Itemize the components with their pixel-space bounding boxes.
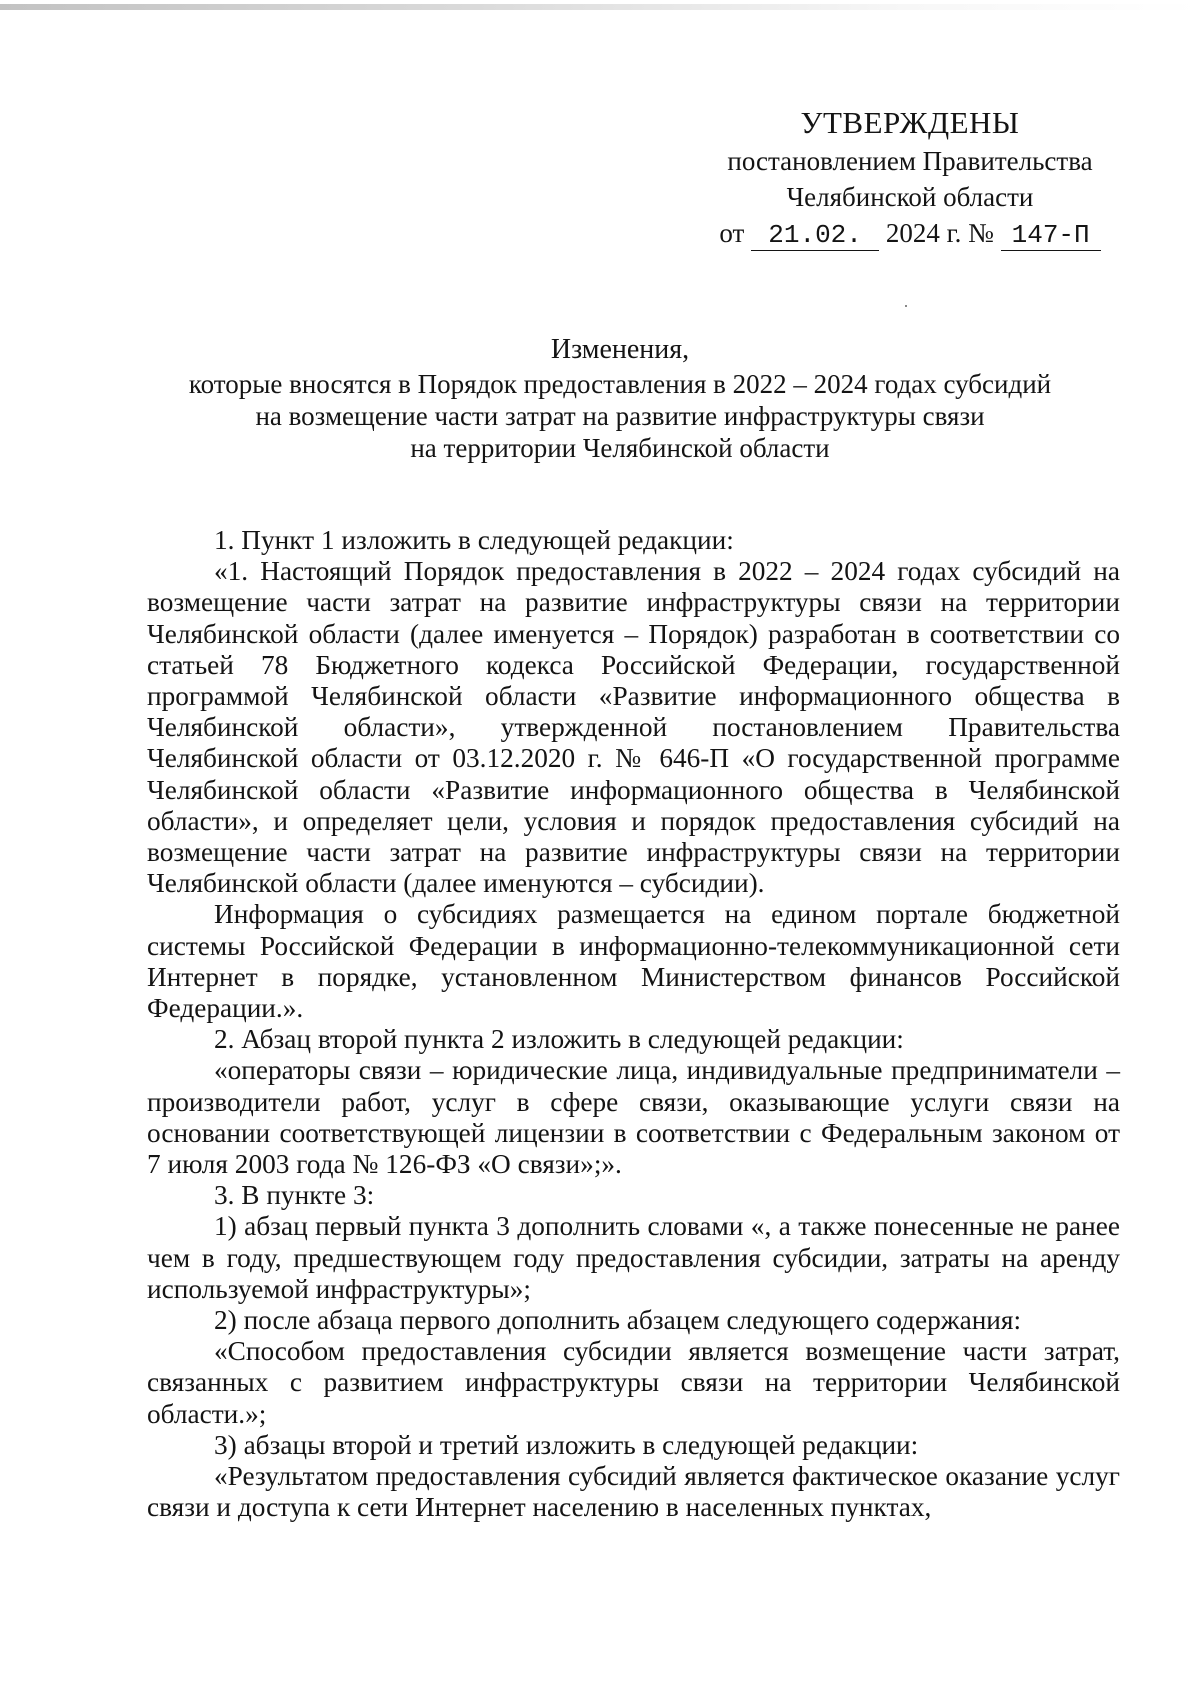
date-stamp: 21.02. xyxy=(751,220,879,251)
paragraph: «Результатом предоставления субсидий является фактическое оказание услуг связи и доступа к сети Интернет населению в населенных пунктах, xyxy=(147,1461,1120,1523)
paragraph: 1. Пункт 1 изложить в следующей редакции: xyxy=(214,525,734,555)
paragraph: 2. Абзац второй пункта 2 изложить в следующей редакции: xyxy=(214,1024,904,1055)
document-title xyxy=(140,334,1100,464)
paragraph: 1) абзац первый пункта 3 дополнить словами «, а также понесенные не ранее чем в году, предшествующем году предоставления субсидии, затраты на аренду используемой инфраструктуры»; xyxy=(147,1211,1120,1304)
date-prefix: от xyxy=(719,218,745,248)
scan-speck xyxy=(905,305,907,307)
approval-date-line xyxy=(700,215,1120,251)
title-line-3: на территории Челябинской области xyxy=(410,433,830,463)
approval-line-1: постановлением Правительства xyxy=(727,146,1093,176)
approval-block xyxy=(700,103,1120,251)
paragraph: 3) абзацы второй и третий изложить в следующей редакции: xyxy=(214,1429,919,1460)
document-body xyxy=(147,525,1120,1524)
paragraph: «1. Настоящий Порядок предоставления в 2022 – 2024 годах субсидий на возмещение части затрат на развитие инфраструктуры связи на территории Челябинской области (далее именуется – Порядок) разработан в соответствии со статьей 78 Бюджетного кодекса Российской Федерации, государственной программой Челябинской области «Развитие информационного общества в Челябинской области», утвержденной постановлением Правительства Челябинской области от 03.12.2020 г. № 646-П «О государственной программе Челябинской области «Развитие информационного общества в Челябинской области», и определяет цели, условия и порядок предоставления субсидий на возмещение части затрат на развитие инфраструктуры связи на территории Челябинской области (далее именуются – субсидии). xyxy=(147,556,1120,899)
paragraph: Информация о субсидиях размещается на едином портале бюджетной системы Российской Федерации в информационно-телекоммуникационной сети Интернет в порядке, установленном Министерством финансов Российской Федерации.». xyxy=(147,899,1120,1024)
number-stamp: 147-П xyxy=(1001,220,1101,251)
paragraph: «операторы связи – юридические лица, индивидуальные предприниматели – производители работ, услуг в сфере связи, оказывающие услуги связи на основании соответствующей лицензии в соответствии с Федеральным законом от 7 июля 2003 года № 126-ФЗ «О связи»;». xyxy=(147,1055,1120,1180)
approval-heading: УТВЕРЖДЕНЫ xyxy=(800,105,1020,140)
paragraph: 3. В пункте 3: xyxy=(214,1180,375,1211)
year-text: 2024 г. № xyxy=(885,218,994,248)
scan-edge-artifact xyxy=(0,4,1200,10)
paragraph: 2) после абзаца первого дополнить абзацем следующего содержания: xyxy=(214,1305,1022,1336)
approval-line-2: Челябинской области xyxy=(786,182,1034,212)
paragraph: «Способом предоставления субсидии является возмещение части затрат, связанных с развитием инфраструктуры связи на территории Челябинской области.»; xyxy=(147,1336,1120,1429)
title-line-2: на возмещение части затрат на развитие инфраструктуры связи xyxy=(255,401,985,431)
title-heading: Изменения, xyxy=(550,334,690,365)
title-line-1: которые вносятся в Порядок предоставления в 2022 – 2024 годах субсидий xyxy=(188,369,1052,399)
